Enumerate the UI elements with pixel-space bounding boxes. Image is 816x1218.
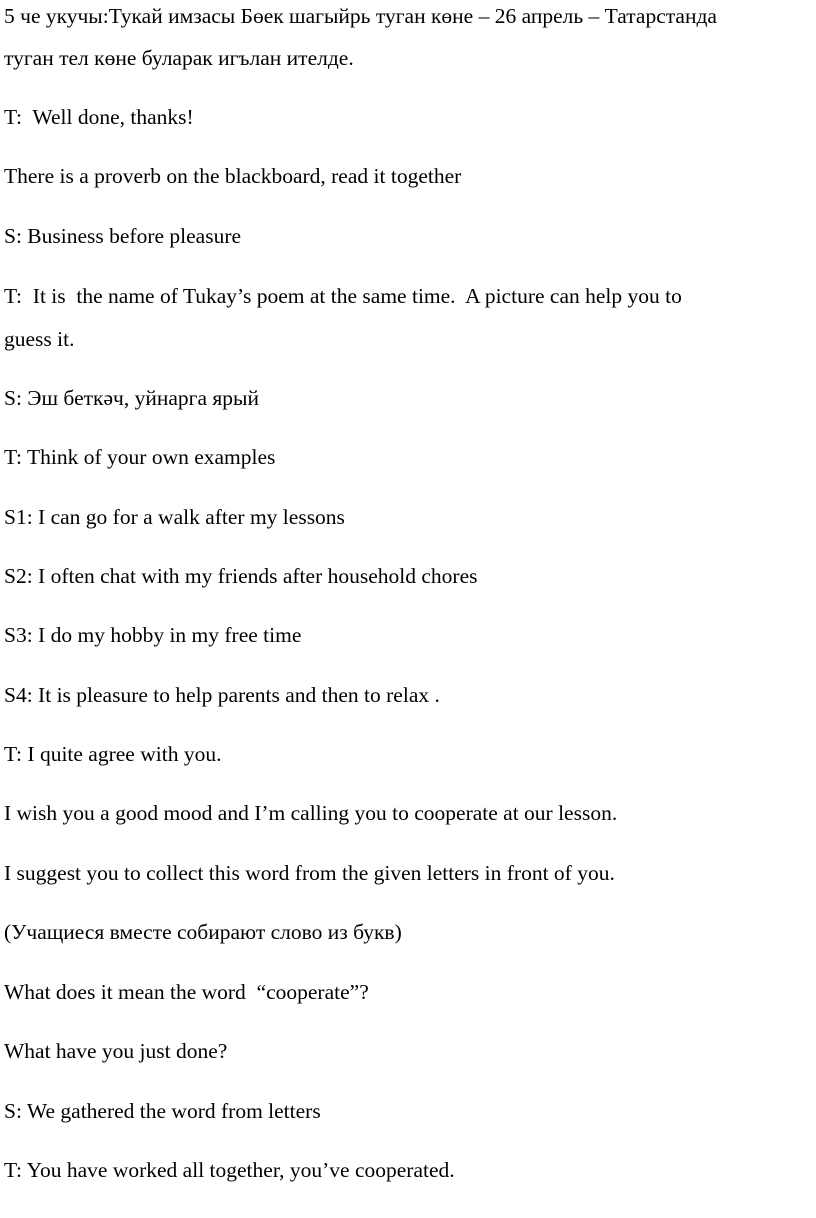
text-line-6: T: It is the name of Tukay’s poem at the same time. A picture can help you to <box>4 284 682 308</box>
text-line-4: There is a proverb on the blackboard, read it together <box>4 164 462 188</box>
text-line-15: I wish you a good mood and I’m calling you to cooperate at our lesson. <box>4 801 618 825</box>
text-line-11: S2: I often chat with my friends after household chores <box>4 564 478 588</box>
text-line-7: guess it. <box>4 327 75 351</box>
text-line-18: What does it mean the word “cooperate”? <box>4 980 369 1004</box>
text-line-16: I suggest you to collect this word from the given letters in front of you. <box>4 861 615 885</box>
text-line-20: S: We gathered the word from letters <box>4 1099 321 1123</box>
text-line-19: What have you just done? <box>4 1039 228 1063</box>
text-line-3: T: Well done, thanks! <box>4 105 194 129</box>
text-line-8: S: Эш беткәч, уйнарга ярый <box>4 386 259 410</box>
text-line-14: T: I quite agree with you. <box>4 742 222 766</box>
text-line-21: T: You have worked all together, you’ve cooperated. <box>4 1158 455 1182</box>
text-line-17: (Учащиеся вместе собирают слово из букв) <box>4 920 402 944</box>
text-line-10: S1: I can go for a walk after my lessons <box>4 505 345 529</box>
text-line-9: T: Think of your own examples <box>4 445 276 469</box>
text-line-13: S4: It is pleasure to help parents and then to relax . <box>4 683 440 707</box>
text-line-5: S: Business before pleasure <box>4 224 242 248</box>
text-line-2: туган тел көне буларак игълан ителде. <box>4 46 354 70</box>
text-line-1: 5 че укучы:Тукай имзасы Бөек шагыйрь туган көне – 26 апрель – Татарстанда <box>4 4 717 28</box>
text-line-12: S3: I do my hobby in my free time <box>4 623 302 647</box>
